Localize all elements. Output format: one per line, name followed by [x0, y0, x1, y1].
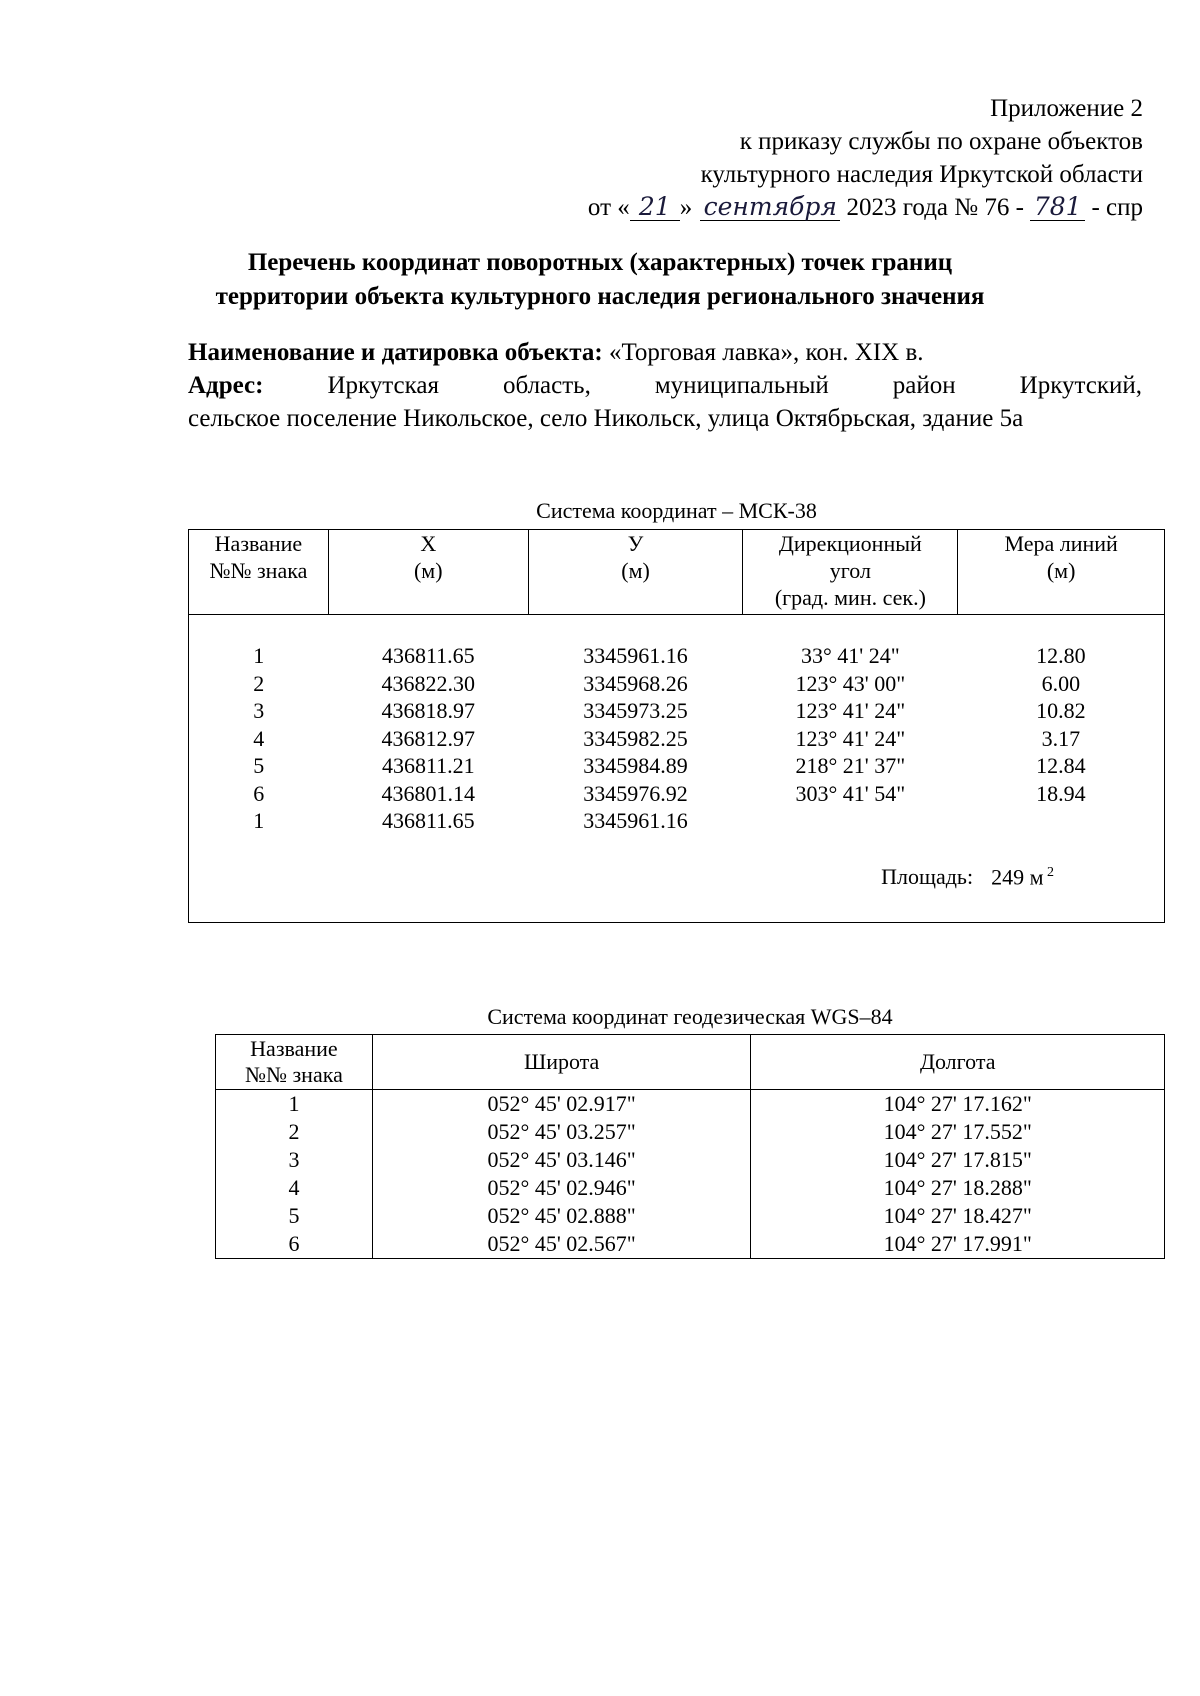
direction-angle: 33° 41' 24"	[800, 643, 900, 668]
point-number: 4	[253, 725, 265, 751]
line-length: 3.17	[1041, 725, 1081, 751]
y-value: 3345973.25	[583, 698, 688, 723]
latitude-value: 052° 45' 02.888"	[372, 1202, 751, 1230]
y-value: 3345961.16	[583, 643, 688, 668]
table2-caption: Система координат геодезическая WGS–84	[487, 1004, 893, 1029]
x-value: 436811.21	[381, 753, 475, 778]
address-word: область,	[502, 372, 591, 399]
date-mid: »	[679, 194, 693, 221]
table-row	[216, 1202, 1165, 1230]
appendix-line3: культурного наследия Иркутской области	[700, 161, 1143, 188]
handwritten-month: сентября	[700, 194, 840, 221]
x-value: 436812.97	[381, 725, 476, 751]
table-row	[216, 1174, 1165, 1202]
table-row	[189, 752, 1165, 780]
point-number: 3	[216, 1146, 373, 1174]
longitude-value: 104° 27' 17.815"	[751, 1146, 1165, 1174]
table-row	[189, 697, 1165, 725]
table1-header-row	[189, 530, 1165, 615]
latitude-value: 052° 45' 03.146"	[372, 1146, 751, 1174]
object-name-label: Наименование и датировка объекта:	[188, 339, 603, 366]
direction-angle: 123° 43' 00"	[795, 670, 906, 696]
table-row	[216, 1146, 1165, 1174]
point-number: 1	[216, 1090, 373, 1119]
title-line2: территории объекта культурного наследия регионального значения	[215, 283, 985, 310]
address-line1	[188, 369, 1142, 402]
longitude-value: 104° 27' 17.162"	[751, 1090, 1165, 1119]
address-word: район	[892, 372, 956, 399]
point-number: 3	[253, 698, 265, 723]
line-length: 12.84	[1036, 753, 1086, 778]
y-value: 3345976.92	[583, 780, 688, 806]
address-word: Иркутская	[327, 372, 439, 399]
object-name-line	[188, 336, 1142, 369]
handwritten-day: 21	[630, 194, 680, 221]
x-value: 436811.65	[381, 808, 475, 833]
spacer-row	[189, 615, 1165, 643]
line-length	[958, 807, 1165, 835]
table-row	[189, 670, 1165, 698]
table-row	[216, 1090, 1165, 1119]
object-name-value: «Торговая лавка», кон. XIX в.	[608, 339, 924, 366]
table-row	[216, 1230, 1165, 1259]
x-value: 436811.65	[381, 643, 475, 668]
point-number-header: Название №№ знака	[189, 530, 329, 615]
table-row	[189, 725, 1165, 753]
area-value: 249 м	[991, 863, 1044, 889]
line-length: 18.94	[1036, 780, 1086, 806]
wgs84-coordinates-table	[215, 1034, 1165, 1259]
y-header: У (м)	[528, 530, 743, 615]
y-value: 3345982.25	[583, 725, 688, 751]
x-value: 436801.14	[381, 780, 476, 806]
line-length: 6.00	[1041, 670, 1081, 696]
appendix-block	[588, 92, 1143, 224]
direction-angle-header: Дирекционный угол (град. мин. сек.)	[743, 530, 958, 615]
line-length: 10.82	[1036, 698, 1086, 723]
area-cell	[189, 835, 1165, 923]
direction-angle: 303° 41' 54"	[795, 780, 906, 806]
appendix-line1: Приложение 2	[990, 95, 1143, 122]
point-number: 2	[253, 670, 265, 696]
table1-caption: Система координат – МСК-38	[536, 498, 817, 523]
appendix-line2: к приказу службы по охране объектов	[739, 128, 1143, 155]
area-label: Площадь:	[881, 863, 974, 889]
object-info	[188, 336, 1142, 435]
point-number: 4	[216, 1174, 373, 1202]
longitude-value: 104° 27' 17.991"	[751, 1230, 1165, 1259]
point-number: 1	[253, 808, 265, 833]
latitude-header: Широта	[372, 1035, 751, 1090]
direction-angle	[743, 807, 958, 835]
longitude-header: Долгота	[751, 1035, 1165, 1090]
table-row	[216, 1118, 1165, 1146]
handwritten-order-number: 781	[1030, 194, 1085, 221]
msk38-coordinates-table	[188, 529, 1165, 923]
x-value: 436818.97	[381, 698, 476, 723]
y-value: 3345961.16	[583, 808, 688, 833]
longitude-value: 104° 27' 18.288"	[751, 1174, 1165, 1202]
address-label: Адрес:	[188, 372, 264, 399]
point-number: 1	[253, 643, 265, 668]
order-suffix: - спр	[1091, 194, 1143, 221]
direction-angle: 123° 41' 24"	[795, 725, 906, 751]
x-value: 436822.30	[381, 670, 476, 696]
table-row	[189, 807, 1165, 835]
latitude-value: 052° 45' 02.567"	[372, 1230, 751, 1259]
table-row	[189, 780, 1165, 808]
longitude-value: 104° 27' 18.427"	[751, 1202, 1165, 1230]
document-title	[0, 246, 1200, 314]
address-word: муниципальный	[654, 372, 829, 399]
point-number: 2	[216, 1118, 373, 1146]
direction-angle: 218° 21' 37"	[795, 753, 906, 778]
direction-angle: 123° 41' 24"	[795, 698, 906, 723]
title-line1: Перечень координат поворотных (характерных) точек границ	[247, 249, 953, 276]
table-row	[189, 642, 1165, 670]
line-length: 12.80	[1036, 643, 1086, 668]
table2-header-row	[216, 1035, 1165, 1090]
point-number: 5	[216, 1202, 373, 1230]
address-line2: сельское поселение Никольское, село Никольск, улица Октябрьская, здание 5а	[188, 405, 1024, 432]
y-value: 3345984.89	[583, 753, 688, 778]
area-row	[189, 835, 1165, 923]
latitude-value: 052° 45' 02.946"	[372, 1174, 751, 1202]
appendix-date-line	[588, 191, 1143, 224]
point-number: 5	[253, 753, 265, 778]
area-unit-superscript: 2	[1043, 864, 1054, 880]
date-prefix: от «	[587, 194, 630, 221]
address-word: Иркутский,	[1019, 372, 1142, 399]
line-length-header: Мера линий (м)	[958, 530, 1165, 615]
latitude-value: 052° 45' 02.917"	[372, 1090, 751, 1119]
x-header: X (м)	[328, 530, 528, 615]
longitude-value: 104° 27' 17.552"	[751, 1118, 1165, 1146]
latitude-value: 052° 45' 03.257"	[372, 1118, 751, 1146]
year-text: 2023 года № 76 -	[846, 194, 1024, 221]
point-number-header: Название №№ знака	[216, 1035, 373, 1090]
y-value: 3345968.26	[583, 670, 688, 696]
point-number: 6	[216, 1230, 373, 1259]
point-number: 6	[253, 780, 265, 806]
